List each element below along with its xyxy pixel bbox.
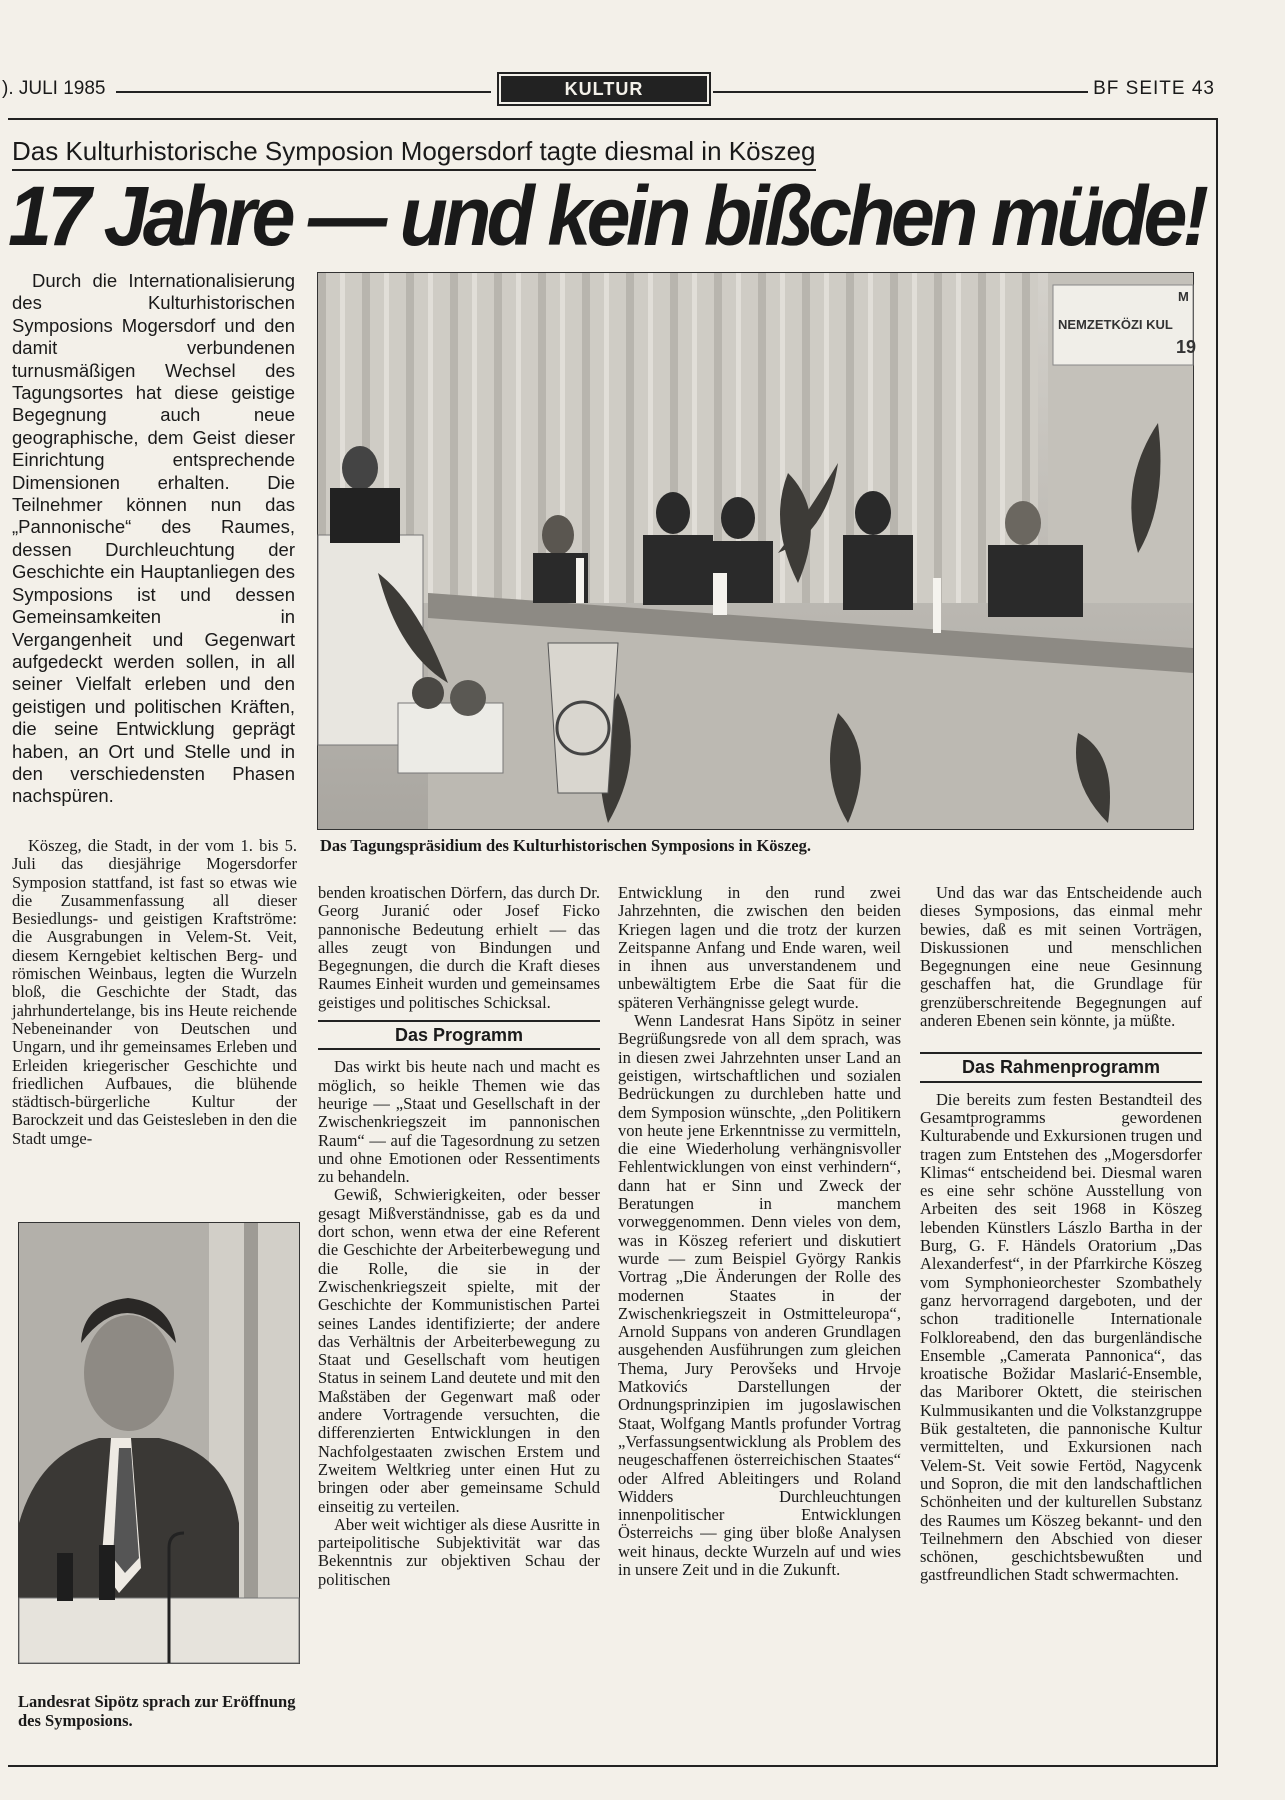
page-number: BF SEITE 43: [1093, 78, 1215, 99]
col3-paragraph-1: Entwicklung in den rund zwei Jahrzehnten, die zwischen den beiden Kriegen lagen und die trotz der kurzen Zeitspanne Anfang und Ende waren, weil in ihnen aus unverstandenem und unbewältigtem Erbe die Saat für die späteren Verhängnisse gelegt wurde.: [618, 883, 901, 1012]
col2-paragraph-1: benden kroatischen Dörfern, das durch Dr. Georg Juranić oder Josef Ficko pannonische Bedeutung erhielt — das alles zeugt von Bindungen und Begegnungen, die durch die Kraft dieses Raumes Einheit wurden und gemeinsames geistiges und politisches Schicksal.: [318, 883, 600, 1012]
panel-photo: [317, 272, 1197, 830]
banner-text-1: M: [1178, 289, 1189, 304]
speaker-photo-image: [19, 1223, 299, 1663]
column-3: [618, 884, 901, 1579]
lead-paragraph: Durch die Internationalisierung des Kulturhistorischen Symposions Mogersdorf und den damit verbundenen turnusmäßigen Wechsel des Tagungsortes hat diese geistige Begegnung auch neue geographische, dem Geist dieser Einrichtung entsprechende Dimensionen erhalten. Die Teilnehmer können nun das „Pannonische“ des Raumes, dessen Durchleuchtung der Geschichte ein Hauptanliegen des Symposions ist und dessen Gemeinsamkeiten in Vergangenheit und Gegenwart aufgedeckt werden sollen, in all seiner Vielfalt erleben und den geistigen und politischen Kräften, die seine Entwicklung geprägt haben, an Ort und Stelle und in den verschiedensten Phasen nachspüren.: [12, 270, 295, 807]
banner-text-2: NEMZETKÖZI KUL: [1058, 317, 1173, 332]
article-kicker: Das Kulturhistorische Symposion Mogersdorf tagte diesmal in Köszeg: [12, 136, 816, 171]
panel-photo-image: [318, 273, 1197, 829]
header-rule-left: [116, 91, 491, 93]
col3-paragraph-2: Wenn Landesrat Hans Sipötz in seiner Begrüßungsrede von all dem sprach, was in diesen zwei Jahrzehnten unser Land an geistigen, wirtschaftlichen und sozialen Bedrückungen zu durchleben hatte und dem Symposion wünschte, „den Politikern von heute jene Erkenntnisse zu vermitteln, die eine Wiederholung verhängnisvoller Fehlentwicklungen von einst verhindern“, dann hat er Sinn und Zweck der Beratungen in manchem vorweggenommen. Denn vieles von dem, was in Köszeg referiert und diskutiert wurde — zum Beispiel György Rankis Vortrag „Die Änderungen der Rolle des modernen Staates in der Zwischenkriegszeit in Ostmitteleuropa“, Arnold Suppans von anderen Grundlagen ausgehenden Ausführungen zum gleichen Thema, Jury Perovšeks und Hrvoje Matkovićs Darstellungen der Ordnungsprinzipien im jugoslawischen Staat, Wolfgang Mantls profunder Vortrag „Verfassungsentwicklung als Problem des neugeschaffenen österreichischen Staates“ oder Alfred Ableitingers und Roland Widders Durchleuchtungen innenpolitischer Entwicklungen Österreichs — ging über bloße Analysen weit hinaus, deckte Wurzeln auf und wies in unsere Zeit und in die Zukunft.: [618, 1011, 901, 1579]
speaker-photo: [18, 1222, 300, 1664]
col4-paragraph-2: Die bereits zum festen Bestandteil des Gesamtprogramms gewordenen Kulturabende und Exkursionen trugen und tragen zum Entstehen des „Mogersdorfer Klimas“ entscheidend bei. Diesmal waren es eine sehr schöne Ausstellung von Arbeiten des seit 1968 in Köszeg lebenden Künstlers Lászlo Bartha in der Burg, G. F. Händels Oratorium „Das Alexanderfest“, in der Pfarrkirche Köszeg vom Symphonieorchester Szombathely ganz hervorragend dargeboten, und der schon traditionelle Internationale Folkloreabend, den das burgenländische Ensemble „Camerata Pannonica“, das kroatische Božidar Maslarić-Ensemble, das Mariborer Oktett, die steirischen Kulmmusikanten und die Volkstanzgruppe Bük gestalteten, die pannonische Kultur vermittelten, und Exkursionen nach Velem-St. Veit sowie Fertöd, Nagycenk und Sopron, die mit den landschaftlichen Schönheiten und der kulturellen Substanz des Raumes um Köszeg bekannt- und den Teilnehmern den Abschied von dieser schönen, geschichtsbewußten und gastfreundlichen Stadt schwermachten.: [920, 1089, 1202, 1585]
panel-photo-caption: Das Tagungspräsidium des Kulturhistorischen Symposions in Köszeg.: [320, 836, 811, 855]
col4-paragraph-1: Und das war das Entscheidende auch dieses Symposions, das einmal mehr bewies, daß es mit seinen Vorträgen, Diskussionen und menschlichen Begegnungen eine neue Gesinnung geschaffen hat, die Grundlage für grenzüberschreitende Begegnungen auf anderen Ebenen sein könnte, ja müßte.: [920, 883, 1202, 1031]
column-1: [12, 837, 297, 1148]
col2-paragraph-3: Gewiß, Schwierigkeiten, oder besser gesagt Mißverständnisse, gab es da und dort schon, wenn etwa der eine Referent die Geschichte der Arbeiterbewegung und die Rolle, die sie in der Zwischenkriegszeit spielte, mit der Geschichte der Kommunistischen Partei seines Landes identifizierte; der andere das Verhältnis der Arbeiterbewegung zu Staat und Gesellschaft vom heutigen Status in seinem Land deutete und mit den Maßstäben der Gegenwart maß oder andere Vortragende versuchten, die differenzierten Entwicklungen in den Nachfolgestaaten zwischen Erstem und Zweitem Weltkrieg unter einen Hut zu bringen oder aber gemeinsame Schuld einseitig zu verteilen.: [318, 1185, 600, 1516]
column-2: [318, 884, 600, 1589]
speaker-photo-caption: Landesrat Sipötz sprach zur Eröffnung des Symposions.: [18, 1692, 296, 1730]
section-heading-programm: Das Programm: [318, 1020, 600, 1050]
col1-paragraph: Köszeg, die Stadt, in der vom 1. bis 5. Juli das diesjährige Mogersdorfer Symposion stattfand, ist fast so etwas wie die Zusammenfassung all dieser Besiedlungs- und geistigen Kraftströme: die Ausgrabungen in Velem-St. Veit, diesem Kerngebiet keltischen Berg- und römischen Weinbaus, legten die Wurzeln bloß, die Geschichte der Stadt, das jahrhundertelange, bis ins Heute reichende Nebeneinander von Deutschen und Ungarn, und ihr gemeinsames Erleben und Erleiden kriegerischer Geschichte und friedlichen Aufbaues, die blühende städtisch-bürgerliche Kultur der Barockzeit und das Geistesleben in den die Stadt umge-: [12, 836, 297, 1148]
section-heading-rahmenprogramm: Das Rahmenprogramm: [920, 1052, 1202, 1082]
header-rule-right: [713, 91, 1088, 93]
page-header: [0, 70, 1230, 110]
column-4: [920, 884, 1202, 1585]
col2-paragraph-4: Aber weit wichtiger als diese Ausritte in parteipolitische Subjektivität war das Bekenntnis zur objektiven Schau der politischen: [318, 1514, 600, 1589]
issue-date: ). JULI 1985: [2, 78, 106, 99]
section-label: KULTUR: [497, 72, 711, 106]
banner-text-3: 19: [1176, 337, 1197, 357]
article-headline: 17 Jahre — und kein bißchen müde!: [8, 169, 1205, 263]
lead-column: [12, 270, 295, 808]
col2-paragraph-2: Das wirkt bis heute nach und macht es möglich, so heikle Themen wie das heurige — „Staat und Gesellschaft in der Zwischenkriegszeit im pannonischen Raum“ — auf die Tagesordnung zu setzen und ohne Emotionen oder Ressentiments zu behandeln.: [318, 1057, 600, 1187]
